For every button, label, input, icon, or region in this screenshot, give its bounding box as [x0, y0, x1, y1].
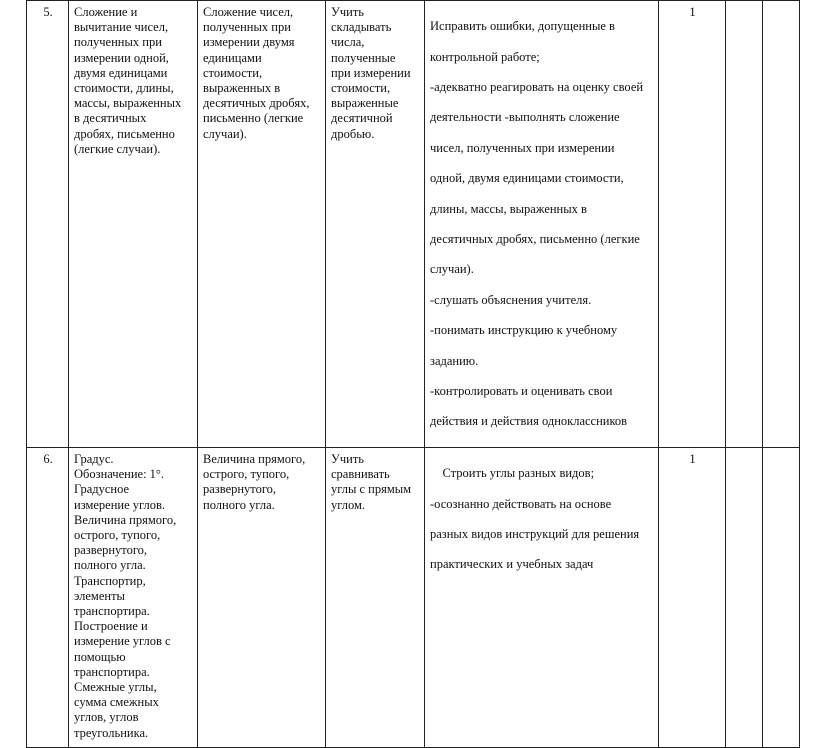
outcome-line: -адекватно реагировать на оценку своей — [430, 80, 644, 95]
lesson-plan-table — [26, 0, 800, 748]
learning-outcomes — [425, 1, 659, 448]
lesson-topic: Градус. Обозначение: 1°. Градусное измерение углов. Величина прямого, острого, тупого, развернутого, полного угла. Транспортир, элементы транспортира. Построение и измерение углов с помощью транспортира. Смежные углы, сумма смежных углов, углов треугольника. — [69, 447, 198, 747]
outcome-line: деятельности -выполнять сложение — [430, 110, 620, 125]
outcome-line: действия и действия одноклассников — [430, 414, 628, 429]
outcome-line: разных видов инструкций для решения — [430, 526, 640, 541]
outcome-line: практических и учебных задач — [430, 557, 594, 572]
outcome-line: контрольной работе; — [430, 49, 540, 64]
outcome-line: -контролировать и оценивать свои — [430, 384, 613, 399]
empty-cell — [726, 1, 763, 448]
table-row — [27, 1, 800, 448]
learning-outcomes — [425, 447, 659, 747]
outcome-line: Исправить ошибки, допущенные в — [430, 19, 615, 34]
outcome-line: -слушать объяснения учителя. — [430, 292, 592, 307]
table-row — [27, 447, 800, 747]
outcome-line: длины, массы, выраженных в — [430, 201, 587, 216]
student-activity: Учить складывать числа, полученные при измерении стоимости, выраженные десятичной дробью. — [326, 1, 425, 448]
outcome-line: заданию. — [430, 353, 479, 368]
outcome-line: случаи). — [430, 262, 474, 277]
outcome-line: -осознанно действовать на основе — [430, 496, 612, 511]
hours-count: 1 — [659, 447, 726, 747]
lesson-content: Величина прямого, острого, тупого, развернутого, полного угла. — [198, 447, 326, 747]
outcome-line: -понимать инструкцию к учебному — [430, 323, 618, 338]
outcome-line: десятичных дробях, письменно (легкие — [430, 232, 640, 247]
lesson-number: 6. — [27, 447, 69, 747]
outcome-line: чисел, полученных при измерении — [430, 140, 615, 155]
lesson-content: Сложение чисел, полученных при измерении двумя единицами стоимости, выраженных в десятичных дробях, письменно (легкие случаи). — [198, 1, 326, 448]
empty-cell — [726, 447, 763, 747]
student-activity: Учить сравнивать углы с прямым углом. — [326, 447, 425, 747]
empty-cell — [763, 1, 800, 448]
hours-count: 1 — [659, 1, 726, 448]
empty-cell — [763, 447, 800, 747]
lesson-topic: Сложение и вычитание чисел, полученных при измерении одной, двумя единицами стоимости, длины, массы, выраженных в десятичных дробях, письменно (легкие случаи). — [69, 1, 198, 448]
outcome-line: одной, двумя единицами стоимости, — [430, 171, 624, 186]
outcome-line: Строить углы разных видов; — [430, 466, 595, 481]
lesson-number: 5. — [27, 1, 69, 448]
